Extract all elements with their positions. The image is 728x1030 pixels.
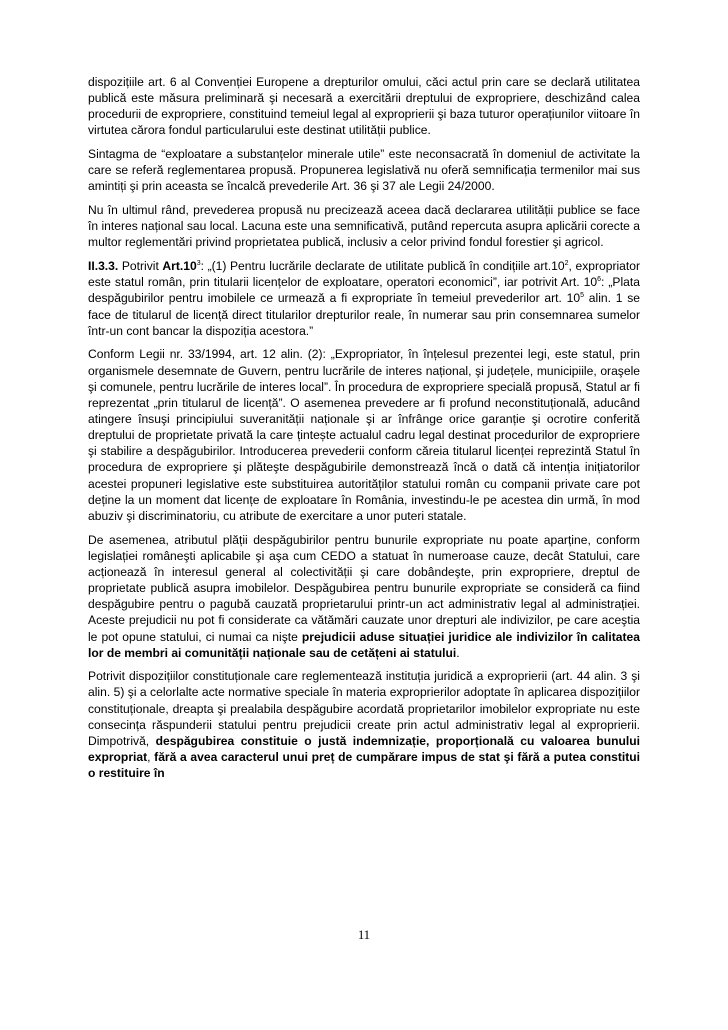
paragraph-6: De asemenea, atributul plății despăgubirilor pentru bunurile expropriate nu poate aparține, conform legislației româneşti aplicabile şi aşa cum CEDO a statuat în numeroase cauze, decât Statului, care acționează în interesul general al colectivității şi care dobândeşte, prin expropriere, dreptul de proprietate publică asupra imobilelor. Despăgubirea pentru bunurile expropriate se consideră ca fiind despăgubire pentru o pagubă cauzată proprietarului printr-un act administrativ legal al administrației. Aceste prejudicii nu pot fi considerate ca vătămări cauzate unor drepturi ale indivizilor, pe care aceştia le pot opune statului, ci numai ca nişte prejudicii aduse situației juridice ale indivizilor în calitatea lor de membri ai comunității naționale sau de cetățeni ai statului. — [88, 532, 641, 660]
section-heading: II.3.3. — [88, 259, 119, 274]
paragraph-1: dispozițiile art. 6 al Convenției Europene a drepturilor omului, căci actul prin care se declară utilitatea publică este măsura preliminară şi necesară a exercitării dreptului de expropriere, deschizând calea procedurii de expropriere, constituind temeiul legal al exproprierii şi baza tuturor operațiunilor viitoare în virtutea cărora fondul particularului este destinat utilității publice. — [88, 75, 640, 138]
paragraph-5: Conform Legii nr. 33/1994, art. 12 alin. (2): „Expropriator, în înțelesul prezentei legi, este statul, prin organismele desemnate de Guvern, pentru lucrările de interes național, şi județele, municipiile, oraşele şi comunele, pentru lucrările de interes local”. În procedura de expropriere specială propusă, Statul ar fi reprezentat „prin titularul de licență”. O asemenea prevedere ar fi profund neconstituțională, aducând atingere însuşi principiului suveranității naționale şi ar înfrânge orice garanție şi ocrotire conferită dreptului de proprietate privată la care țintește actualul cadru legal destinat procedurilor de expropriere şi stabilire a despăgubirilor. Introducerea prevederii conform căreia titularul licenței reprezintă Statul în procedura de expropriere şi plăteşte despăgubirile demonstrează încă o dată că intenția inițiatorilor acestei propuneri legislative este substituirea autorităților statului român cu companii private care pot deține la un moment dat licențe de exploatare în România, investindu-le pe acestea din urmă, în mod abuziv şi discriminatoriu, cu atribute de exercitare a unor puteri statale. — [88, 347, 640, 523]
paragraph-7: Potrivit dispozițiilor constituționale care reglementează instituția juridică a exproprierii (art. 44 alin. 3 şi alin. 5) şi a celorlalte acte normative speciale în materia exproprierilor adoptate în aplicarea dispozițiilor constituționale, dreapta şi prealabila despăgubire acordată proprietarilor imobilelor expropriate nu este consecința răspunderii statului pentru prejudicii create prin actul administrativ legal al exproprierii. Dimpotrivă, despăgubirea constituie o justă indemnizație, proporțională cu valoarea bunului expropriat, fără a avea caracterul unui preț de cumpărare impus de stat şi fără a putea constitui o restituire în — [88, 669, 640, 781]
bold-emphasis: fără a avea caracterul unui preț de cumpărare impus de stat şi fără a putea constitui o restituire în — [88, 750, 640, 781]
paragraph-3: Nu în ultimul rând, prevederea propusă nu precizează aceea dacă declararea utilității publice se face în interes național sau local. Lacuna este una semnificativă, putând repercuta asupra aplicării corecte a multor reglementări privind proprietatea publică, inclusiv a celor privind fondul forestier şi agricol. — [88, 203, 640, 250]
bold-emphasis: prejudicii aduse situației juridice ale indivizilor în calitatea lor de membri ai comunității naționale sau de cetățeni ai statului — [88, 629, 641, 660]
bold-emphasis: despăgubirea constituie o justă indemnizație, proporțională cu valoarea bunului expropriat — [88, 733, 640, 765]
page-number: 11 — [357, 928, 371, 942]
article-reference: Art.10 — [162, 259, 197, 274]
paragraph-4: II.3.3. Potrivit $Art.10^3$: „(1) Pentru lucrările declarate de utilitate publică în condițiile $art.10^2$, expropriator este statul român, prin titularii licențelor de exploatare, operatori economici”, iar potrivit Art. $10^6$: „Plata despăgubirilor pentru imobilele ce urmează a fi expropriate în temeiul prevederilor art. $10^5$ alin. 1 se face de titularul de licență direct titularilor drepturilor reale, în numerar sau prin consemnarea sumelor într-un cont bancar la dispoziția acestora.” — [88, 259, 641, 338]
paragraph-2: Sintagma de “exploatare a substanțelor minerale utile” este neconsacrată în domeniul de activitate la care se referă reglementarea propusă. Propunerea legislativă nu oferă semnificația termenilor mai sus amintiți şi prin aceasta se încalcă prevederile Art. 36 şi 37 ale Legii 24/2000. — [88, 147, 640, 194]
document-page — [88, 74, 640, 789]
